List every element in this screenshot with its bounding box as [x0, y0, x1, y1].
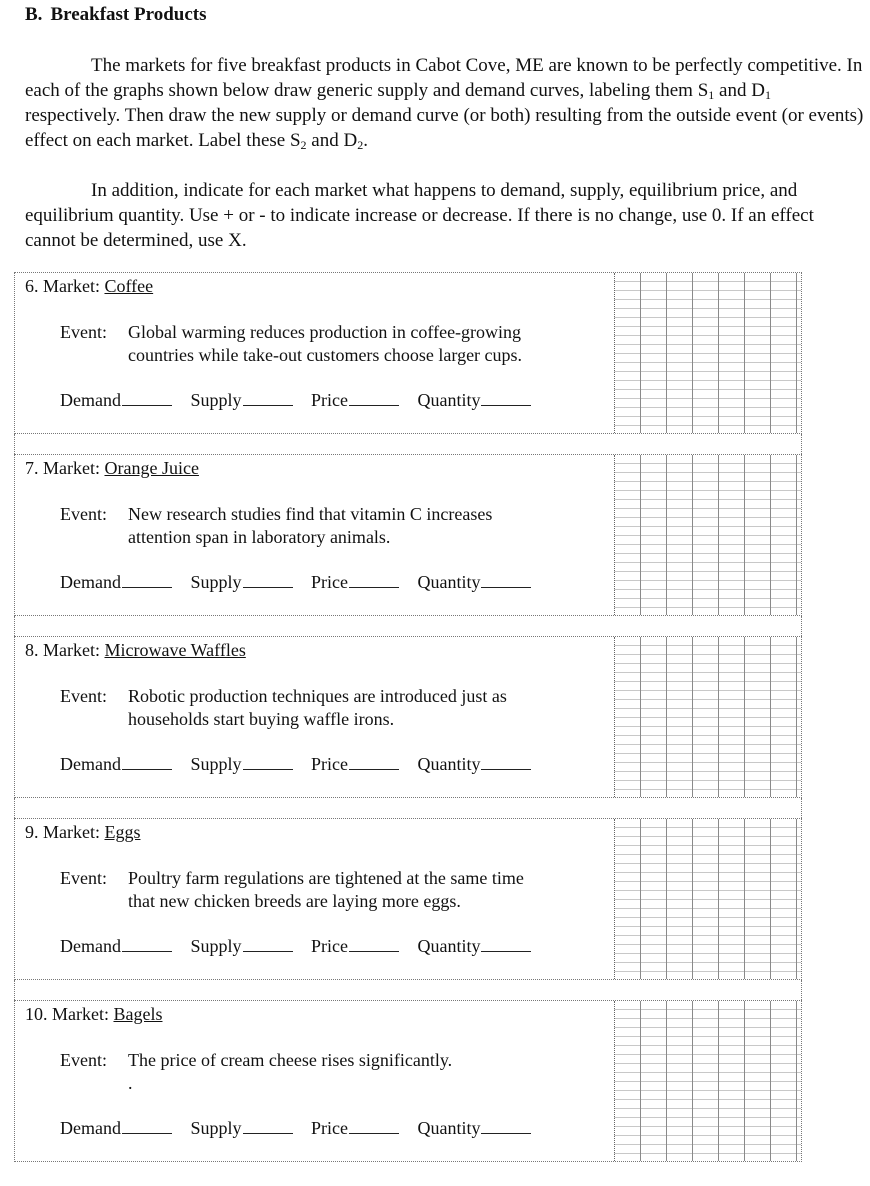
- demand-answer-blank[interactable]: [122, 951, 172, 952]
- market-block-bagels: [14, 1000, 802, 1162]
- demand-answer-blank[interactable]: [122, 587, 172, 588]
- answer-row: Demand Supply Price Quantity: [60, 1118, 545, 1139]
- section-title: Breakfast Products: [50, 4, 207, 25]
- price-answer-blank[interactable]: [349, 1133, 399, 1134]
- market-block-microwave-waffles: [14, 636, 802, 798]
- event-description: Event: Robotic production techniques are introduced just as households start buying waffle irons.: [60, 686, 507, 729]
- price-answer-blank[interactable]: [349, 587, 399, 588]
- answer-row: Demand Supply Price Quantity: [60, 936, 545, 957]
- demand-answer-blank[interactable]: [122, 405, 172, 406]
- demand-answer-blank[interactable]: [122, 1133, 172, 1134]
- answer-row: Demand Supply Price Quantity: [60, 572, 545, 593]
- answer-row: Demand Supply Price Quantity: [60, 754, 545, 775]
- price-answer-blank[interactable]: [349, 405, 399, 406]
- demand-answer-blank[interactable]: [122, 769, 172, 770]
- event-description: Event: Global warming reduces production in coffee-growing countries while take-out customers choose larger cups.: [60, 322, 523, 365]
- divider: [14, 980, 802, 1000]
- supply-answer-blank[interactable]: [243, 951, 293, 952]
- market-name: Bagels: [113, 1004, 163, 1024]
- market-name: Microwave Waffles: [104, 640, 246, 660]
- section-number: B.: [25, 4, 43, 25]
- market-title: 6. Market: Coffee: [25, 276, 154, 296]
- supply-answer-blank[interactable]: [243, 587, 293, 588]
- divider: [14, 616, 802, 636]
- market-title: 9. Market: Eggs: [25, 822, 141, 842]
- supply-answer-blank[interactable]: [243, 769, 293, 770]
- market-name: Eggs: [104, 822, 141, 842]
- supply-answer-blank[interactable]: [243, 405, 293, 406]
- event-description: Event: The price of cream cheese rises significantly. .: [60, 1050, 453, 1093]
- event-description: Event: New research studies find that vitamin C increases attention span in laboratory animals.: [60, 504, 493, 547]
- quantity-answer-blank[interactable]: [481, 587, 531, 588]
- market-title: 10. Market: Bagels: [25, 1004, 163, 1024]
- price-answer-blank[interactable]: [349, 951, 399, 952]
- market-title: 7. Market: Orange Juice: [25, 458, 199, 478]
- quantity-answer-blank[interactable]: [481, 1133, 531, 1134]
- market-name: Coffee: [104, 276, 154, 296]
- event-description: Event: Poultry farm regulations are tightened at the same time that new chicken breeds are laying more eggs.: [60, 868, 524, 911]
- instructions-paragraph-1: The markets for five breakfast products in Cabot Cove, ME are known to be perfectly competitive. In each of the graphs shown below draw generic supply and demand curves, labeling them $S_1$ and $D_1$ respectively. Then draw the new supply or demand curve (or both) resulting from the outside event (or events) effect on each market. Label these $S_2$ and $D_2$.: [25, 55, 864, 152]
- market-title: 8. Market: Microwave Waffles: [25, 640, 246, 660]
- graph-grid[interactable]: [614, 1001, 801, 1161]
- divider: [14, 434, 802, 454]
- graph-grid[interactable]: [614, 455, 801, 615]
- graph-grid[interactable]: [614, 273, 801, 433]
- market-name: Orange Juice: [104, 458, 199, 478]
- market-block-orange-juice: [14, 454, 802, 616]
- quantity-answer-blank[interactable]: [481, 405, 531, 406]
- instructions-paragraph-2: In addition, indicate for each market what happens to demand, supply, equilibrium price, and equilibrium quantity. Use + or - to indicate increase or decrease. If there is no change, use 0. If an effect cannot be determined, use X.: [25, 180, 814, 251]
- supply-answer-blank[interactable]: [243, 1133, 293, 1134]
- graph-grid[interactable]: [614, 637, 801, 797]
- divider: [14, 798, 802, 818]
- price-answer-blank[interactable]: [349, 769, 399, 770]
- answer-row: Demand Supply Price Quantity: [60, 390, 545, 411]
- section-heading: [25, 4, 206, 26]
- quantity-answer-blank[interactable]: [481, 769, 531, 770]
- market-block-coffee: [14, 272, 802, 434]
- quantity-answer-blank[interactable]: [481, 951, 531, 952]
- graph-grid[interactable]: [614, 819, 801, 979]
- market-block-eggs: [14, 818, 802, 980]
